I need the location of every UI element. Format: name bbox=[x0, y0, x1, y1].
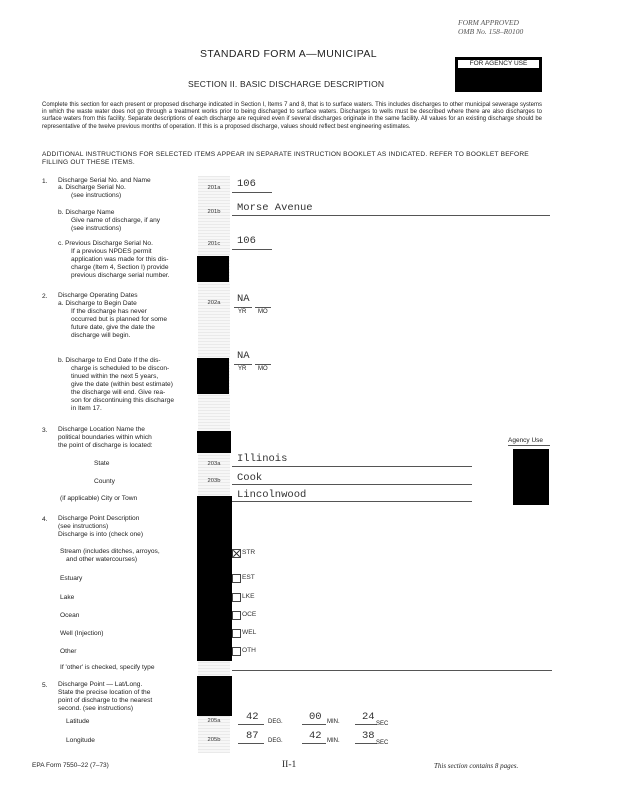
code-201c: 201c bbox=[207, 241, 221, 247]
begin-yr-label: YR bbox=[238, 309, 247, 315]
code-est: EST bbox=[242, 574, 255, 581]
code-205b: 205b bbox=[207, 737, 221, 743]
prev-serial-underline bbox=[232, 249, 272, 250]
begin-date-yr[interactable]: NA bbox=[237, 293, 250, 305]
item1b-sub2: (see instructions) bbox=[71, 225, 122, 232]
item1b-label: b. Discharge Name bbox=[58, 209, 115, 216]
name-underline bbox=[232, 215, 550, 216]
redaction-1 bbox=[197, 256, 229, 282]
city-underline bbox=[232, 501, 472, 502]
item1-title: Discharge Serial No. and Name bbox=[58, 177, 151, 184]
lat-min-underline bbox=[302, 724, 326, 725]
item4-sub1: (see instructions) bbox=[58, 523, 109, 530]
item1a-sub: (see instructions) bbox=[71, 192, 122, 199]
long-min-underline bbox=[302, 743, 326, 744]
lat-deg-label: DEG. bbox=[268, 719, 283, 725]
checkbox-oce[interactable] bbox=[232, 611, 241, 620]
end-yr-underline bbox=[234, 364, 252, 365]
serial-underline bbox=[232, 192, 272, 193]
option-stream-label: Stream (includes ditches, arroyos, and other watercourses) bbox=[60, 548, 160, 563]
agency-use-box: FOR AGENCY USE bbox=[455, 57, 542, 92]
item1c-label: c. Previous Discharge Serial No. bbox=[58, 240, 153, 247]
intro-paragraph: Complete this section for each present or proposed discharge indicated in Section I, Items 7 and 8, that is to surface waters. This includes discharges to other municipal sewerage systems in which the waste water does not go through a treatment works prior to being discharged to surface waters. Discharges to wells must be described where there are also discharges to surface waters from this facility. Separate descriptions of each discharge are required even if several discharges originate in the same facility. All values for an existing discharge should be representative of the twelve previous months of operation. If this is a proposed discharge, values should reflect best engineering estimates. bbox=[42, 102, 542, 130]
long-deg-underline bbox=[238, 743, 264, 744]
redaction-5 bbox=[197, 676, 232, 716]
form-approved: FORM APPROVED OMB No. 158–R0100 bbox=[458, 18, 524, 36]
item2a-sub: If the discharge has never occurred but is planned for some future date, give the date the discharge will begin. bbox=[71, 308, 168, 339]
item5-title: Discharge Point — Lat/Long. bbox=[58, 681, 143, 688]
item2a-label: a. Discharge to Begin Date bbox=[58, 300, 137, 307]
begin-mo-underline bbox=[255, 307, 271, 308]
begin-yr-underline bbox=[234, 307, 252, 308]
code-oth: OTH bbox=[242, 647, 256, 654]
discharge-name[interactable]: Morse Avenue bbox=[237, 202, 313, 214]
option-lake-label: Lake bbox=[60, 594, 75, 601]
additional-instructions: ADDITIONAL INSTRUCTIONS FOR SELECTED ITEMS APPEAR IN SEPARATE INSTRUCTION BOOKLET AS INDICATED. REFER TO BOOKLET BEFORE FILLING OUT THESE ITEMS. bbox=[42, 151, 529, 166]
option-well-label: Well (Injection) bbox=[60, 630, 104, 637]
item5-number: 5. bbox=[42, 682, 48, 689]
item3-sub2: the point of discharge is located: bbox=[58, 442, 153, 449]
item5-sub: State the precise location of the point of discharge to the nearest second. (see instructions) bbox=[58, 689, 153, 712]
end-mo-label: MO bbox=[258, 366, 268, 372]
item1a-label: a. Discharge Serial No. bbox=[58, 184, 126, 191]
item4-number: 4. bbox=[42, 516, 48, 523]
longitude-sec[interactable]: 38 bbox=[362, 730, 375, 742]
long-sec-underline bbox=[355, 743, 377, 744]
item4-sub2: Discharge is into (check one) bbox=[58, 531, 144, 538]
long-min-label: MIN. bbox=[327, 738, 340, 744]
item2b-sub: charge is scheduled to be discon- tinued within the next 5 years, give the date (within best estimate) the discharge will end. Give rea- son for discontinuing this discharge in Item 17. bbox=[71, 365, 174, 412]
redaction-3 bbox=[197, 431, 231, 453]
latitude-label: Latitude bbox=[66, 718, 90, 725]
latitude-sec[interactable]: 24 bbox=[362, 711, 375, 723]
option-other-label: Other bbox=[60, 648, 77, 655]
code-201b: 201b bbox=[207, 209, 221, 215]
begin-mo-label: MO bbox=[258, 309, 268, 315]
redaction-agency bbox=[513, 449, 549, 505]
footer-form-no: EPA Form 7550–22 (7–73) bbox=[32, 762, 109, 769]
checkbox-oth[interactable] bbox=[232, 647, 241, 656]
code-203a: 203a bbox=[207, 461, 221, 467]
code-201a: 201a bbox=[207, 185, 221, 191]
lat-sec-label: SEC bbox=[376, 721, 389, 727]
item2-title: Discharge Operating Dates bbox=[58, 292, 138, 299]
longitude-min[interactable]: 42 bbox=[309, 730, 322, 742]
item3-sub1: political boundaries within which bbox=[58, 434, 152, 441]
previous-serial-no[interactable]: 106 bbox=[237, 235, 256, 247]
county-label: County bbox=[94, 478, 115, 485]
code-203b: 203b bbox=[207, 478, 221, 484]
item3-number: 3. bbox=[42, 427, 48, 434]
long-sec-label: SEC bbox=[376, 740, 389, 746]
agency-use-underline bbox=[508, 445, 550, 446]
redaction-4 bbox=[197, 496, 232, 661]
city-value[interactable]: Lincolnwood bbox=[237, 489, 307, 501]
longitude-deg[interactable]: 87 bbox=[246, 730, 259, 742]
item3-title: Discharge Location Name the bbox=[58, 426, 145, 433]
discharge-serial-no[interactable]: 106 bbox=[237, 178, 256, 190]
end-yr-label: YR bbox=[238, 366, 247, 372]
checkbox-wel[interactable] bbox=[232, 629, 241, 638]
code-oce: OCE bbox=[242, 611, 257, 618]
code-wel: WEL bbox=[242, 629, 257, 636]
item1-number: 1. bbox=[42, 178, 48, 185]
county-value[interactable]: Cook bbox=[237, 472, 263, 484]
other-specify-label: If 'other' is checked, specify type bbox=[60, 664, 155, 671]
option-estuary-label: Estuary bbox=[60, 575, 83, 582]
long-deg-label: DEG. bbox=[268, 738, 283, 744]
item2-number: 2. bbox=[42, 293, 48, 300]
item1c-sub: If a previous NPDES permit application was made for this dis- charge (Item 4, Section I) provide previous discharge serial number. bbox=[71, 248, 170, 279]
item2b-label: b. Discharge to End Date If the dis- bbox=[58, 357, 161, 364]
footer-page: II-1 bbox=[282, 760, 297, 770]
code-lke: LKE bbox=[242, 593, 255, 600]
end-mo-underline bbox=[255, 364, 271, 365]
lat-sec-underline bbox=[355, 724, 377, 725]
state-label: State bbox=[94, 460, 110, 467]
city-label: (if applicable) City or Town bbox=[60, 495, 138, 502]
county-underline bbox=[232, 484, 472, 485]
end-date-yr[interactable]: NA bbox=[237, 350, 250, 362]
state-underline bbox=[232, 466, 472, 467]
option-ocean-label: Ocean bbox=[60, 612, 80, 619]
checkbox-lke[interactable] bbox=[232, 593, 241, 602]
item4-title: Discharge Point Description bbox=[58, 515, 140, 522]
longitude-label: Longitude bbox=[66, 737, 95, 744]
footer-pages-note: This section contains 8 pages. bbox=[434, 762, 519, 770]
code-str: STR bbox=[242, 549, 256, 556]
code-205a: 205a bbox=[207, 718, 221, 724]
form-title: STANDARD FORM A—MUNICIPAL bbox=[200, 48, 378, 60]
code-202a: 202a bbox=[207, 300, 221, 306]
agency-use-label: Agency Use bbox=[508, 437, 544, 444]
latitude-min[interactable]: 00 bbox=[309, 711, 322, 723]
lat-min-label: MIN. bbox=[327, 719, 340, 725]
other-specify-line[interactable] bbox=[232, 670, 552, 671]
redaction-2 bbox=[197, 358, 229, 394]
item1b-sub1: Give name of discharge, if any bbox=[71, 217, 161, 224]
checkbox-str[interactable] bbox=[232, 549, 241, 558]
checkbox-est[interactable] bbox=[232, 574, 241, 583]
state-value[interactable]: Illinois bbox=[237, 453, 288, 465]
lat-deg-underline bbox=[238, 724, 264, 725]
latitude-deg[interactable]: 42 bbox=[246, 711, 259, 723]
section-title: SECTION II. BASIC DISCHARGE DESCRIPTION bbox=[188, 79, 385, 89]
